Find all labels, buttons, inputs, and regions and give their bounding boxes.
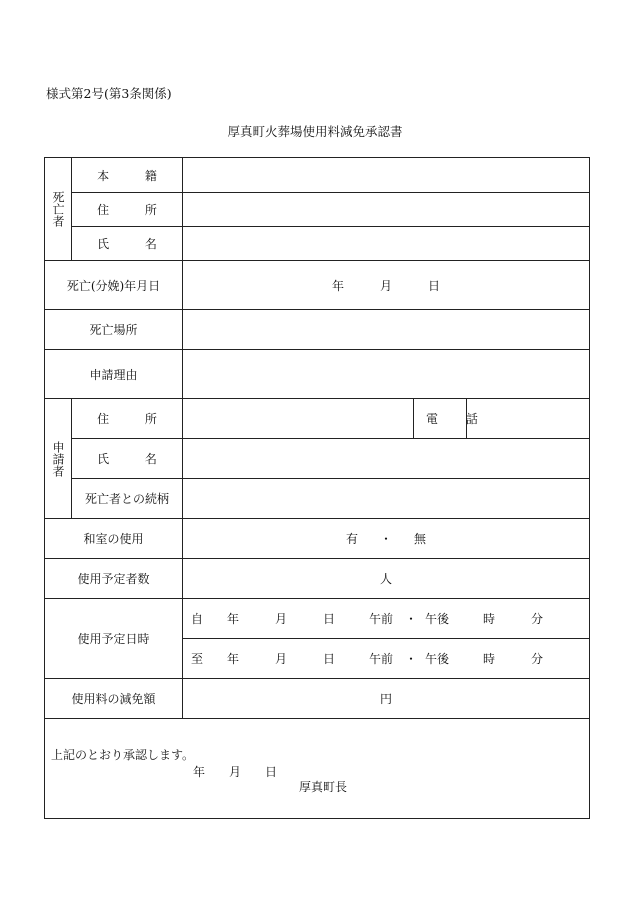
death-date-label: 死亡(分娩)年月日 <box>45 261 183 310</box>
approval-statement: 上記のとおり承認します。 <box>51 748 195 762</box>
schedule-to-minute: 分 <box>531 652 544 666</box>
phone-label: 電 話 <box>426 412 490 426</box>
attendees-label: 使用予定者数 <box>45 559 183 599</box>
approval-year: 年 <box>193 765 206 779</box>
relation-field[interactable] <box>183 479 590 519</box>
applicant-group-label: 申請者 <box>51 440 65 477</box>
row-honseki <box>45 158 590 193</box>
row-deceased-name <box>45 227 590 261</box>
schedule-to-am: 午前 <box>369 652 394 666</box>
death-date-month: 月 <box>380 278 393 293</box>
applicant-address-label: 住 所 <box>97 412 173 426</box>
schedule-to-day: 日 <box>323 652 336 666</box>
deceased-group-label: 死亡者 <box>51 191 65 227</box>
schedule-to-prefix: 至 <box>191 652 204 666</box>
reduction-unit: 円 <box>380 692 393 706</box>
schedule-from-year: 年 <box>227 612 240 626</box>
washitsu-field[interactable] <box>183 519 590 559</box>
approval-signer: 厚真町長 <box>299 780 348 794</box>
death-date-field[interactable] <box>183 261 590 310</box>
row-washitsu <box>45 519 590 559</box>
honseki-field[interactable] <box>183 158 590 193</box>
relation-label: 死亡者との続柄 <box>72 479 183 519</box>
death-place-label: 死亡場所 <box>45 310 183 350</box>
deceased-address-field[interactable] <box>183 193 590 227</box>
applicant-name-field[interactable] <box>183 439 590 479</box>
row-death-place <box>45 310 590 350</box>
applicant-group-cell <box>45 399 72 519</box>
attendees-unit: 人 <box>380 572 393 586</box>
row-applicant-address <box>45 399 590 439</box>
schedule-to-pm: 午後 <box>425 652 450 666</box>
schedule-to-field[interactable] <box>183 639 590 679</box>
deceased-name-label: 氏 名 <box>97 237 173 251</box>
schedule-to-dot: ・ <box>405 652 418 666</box>
schedule-from-am: 午前 <box>369 612 394 626</box>
approval-form-table <box>44 157 590 819</box>
schedule-from-day: 日 <box>323 612 336 626</box>
document-title: 厚真町火葬場使用料減免承認書 <box>227 124 403 139</box>
row-death-date <box>45 261 590 310</box>
death-date-day: 日 <box>428 278 441 293</box>
row-attendees <box>45 559 590 599</box>
schedule-from-prefix: 自 <box>191 612 204 626</box>
row-applicant-name <box>45 439 590 479</box>
deceased-name-field[interactable] <box>183 227 590 261</box>
schedule-from-month: 月 <box>275 612 288 626</box>
form-number: 様式第2号(第3条関係) <box>46 86 172 101</box>
schedule-to-hour: 時 <box>483 652 496 666</box>
deceased-address-label: 住 所 <box>97 203 173 217</box>
schedule-from-pm: 午後 <box>425 612 450 626</box>
washitsu-yes[interactable]: 有 <box>345 532 358 546</box>
schedule-from-minute: 分 <box>531 612 544 626</box>
row-reduction <box>45 679 590 719</box>
reduction-label: 使用料の減免額 <box>45 679 183 719</box>
approval-cell <box>45 719 590 819</box>
attendees-field[interactable] <box>183 559 590 599</box>
death-place-field[interactable] <box>183 310 590 350</box>
row-reason <box>45 350 590 399</box>
applicant-name-label: 氏 名 <box>97 452 173 466</box>
row-relation <box>45 479 590 519</box>
washitsu-label: 和室の使用 <box>45 519 183 559</box>
death-date-year: 年 <box>331 278 344 293</box>
washitsu-no[interactable]: 無 <box>414 532 427 546</box>
reason-field[interactable] <box>183 350 590 399</box>
reduction-field[interactable] <box>183 679 590 719</box>
reason-label: 申請理由 <box>45 350 183 399</box>
row-deceased-address <box>45 193 590 227</box>
schedule-label: 使用予定日時 <box>45 599 183 679</box>
schedule-to-year: 年 <box>227 652 240 666</box>
washitsu-dot: ・ <box>380 532 393 546</box>
approval-day: 日 <box>265 765 278 779</box>
approval-month: 月 <box>229 765 242 779</box>
applicant-address-field[interactable] <box>183 399 414 439</box>
deceased-group-cell <box>45 158 72 261</box>
row-schedule-from <box>45 599 590 639</box>
schedule-from-dot: ・ <box>405 612 418 626</box>
honseki-label: 本 籍 <box>97 168 173 183</box>
schedule-to-month: 月 <box>275 652 288 666</box>
row-approval <box>45 719 590 819</box>
approval-date <box>193 763 277 780</box>
schedule-from-hour: 時 <box>483 612 496 626</box>
schedule-from-field[interactable] <box>183 599 590 639</box>
